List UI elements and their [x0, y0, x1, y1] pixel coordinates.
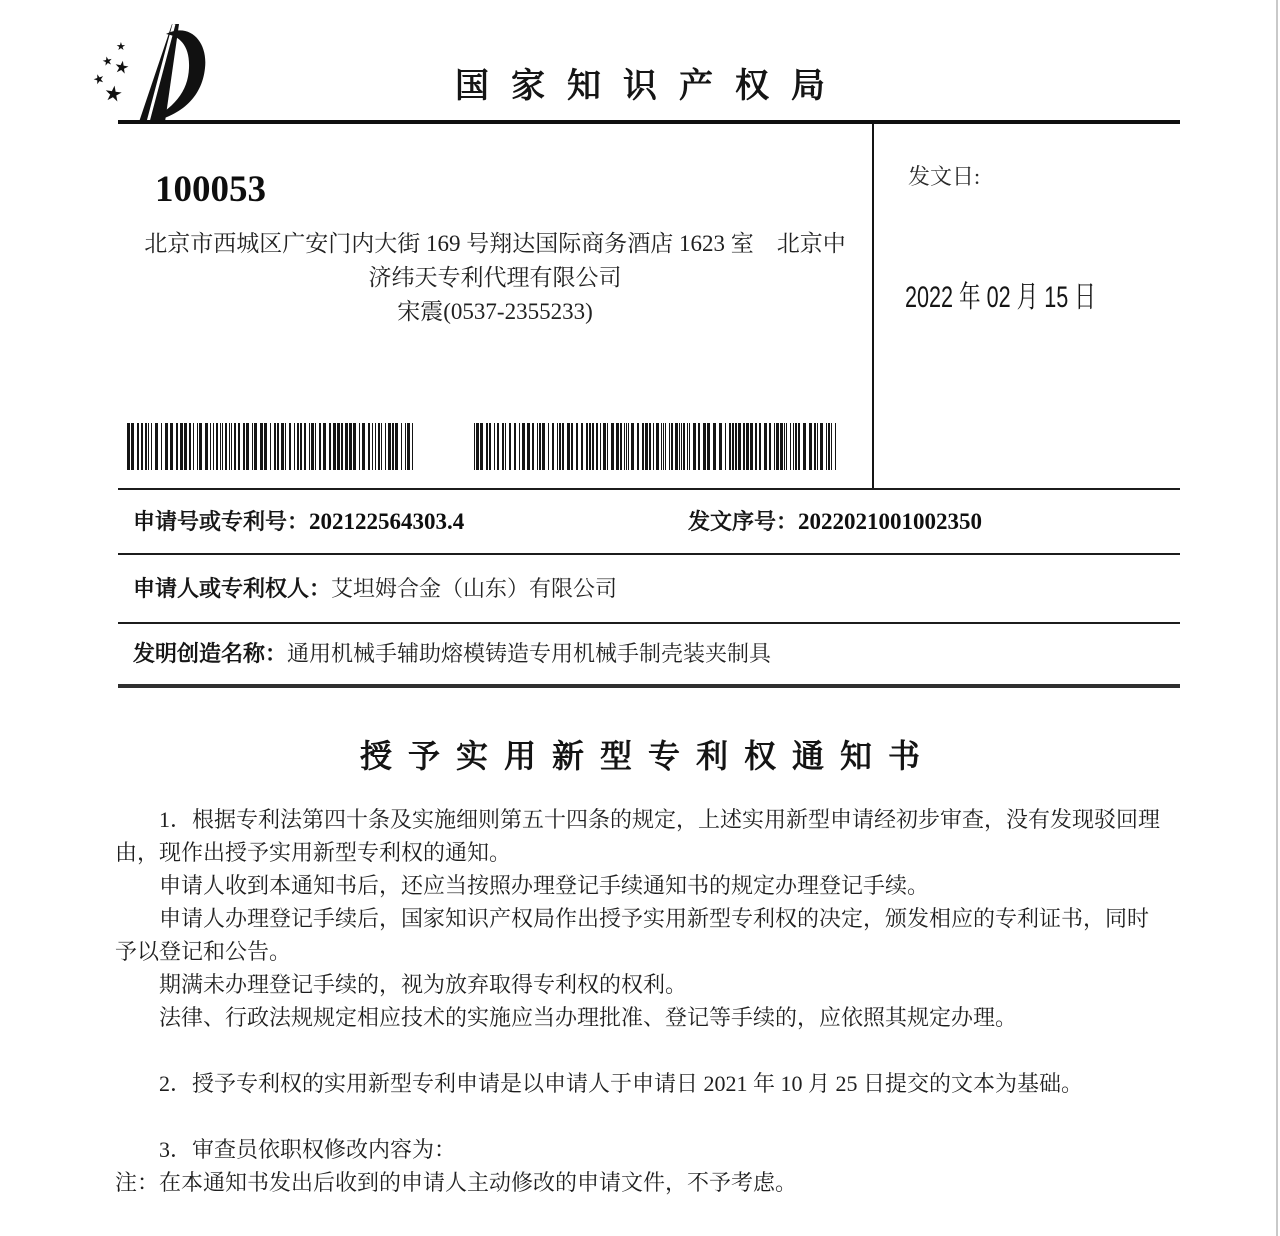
- scan-edge-artifact: [1276, 0, 1278, 1236]
- logo-star-icon: ★: [102, 80, 125, 107]
- application-number-value: 202122564303.4: [309, 509, 465, 534]
- logo-star-icon: ★: [116, 41, 126, 53]
- barcode-bar: [412, 423, 413, 470]
- addressee-row: [118, 124, 1180, 488]
- application-number-field: [133, 490, 464, 556]
- invention-field: [133, 624, 771, 687]
- serial-number-value: 2022021001002350: [798, 509, 983, 534]
- notice-body: [115, 803, 1215, 1199]
- application-number-label: 申请号或专利号：: [133, 509, 310, 534]
- contact-line: 宋震(0537-2355233): [397, 299, 593, 324]
- body-line: 申请人收到本通知书后，还应当按照办理登记手续通知书的规定办理登记手续。: [115, 873, 930, 898]
- numbers-row: [118, 488, 1180, 553]
- invention-name-value: 通用机械手辅助熔模铸造专用机械手制壳装夹制具: [287, 641, 772, 666]
- applicant-label: 申请人或专利权人：: [133, 576, 332, 601]
- applicant-field: [133, 555, 617, 625]
- body-line: [115, 1100, 1215, 1133]
- barcode-left: [127, 423, 413, 470]
- body-line: 1．根据专利法第四十条及实施细则第五十四条的规定，上述实用新型申请经初步审查，没有发现驳回理: [115, 807, 1161, 832]
- logo-star-icon: ★: [90, 69, 107, 88]
- body-line: 3．审查员依职权修改内容为：: [115, 1137, 457, 1162]
- applicant-value: 艾坦姆合金（山东）有限公司: [331, 576, 618, 601]
- barcode-bar: [835, 423, 836, 470]
- serial-number-field: [688, 490, 982, 556]
- invention-name-label: 发明创造名称：: [133, 641, 288, 666]
- body-line: [115, 1034, 1215, 1067]
- notice-head-table: [118, 120, 1180, 688]
- logo-star-icon: ★: [100, 53, 115, 70]
- barcode-right: [474, 423, 836, 470]
- issue-date-cell: [872, 124, 1180, 488]
- addressee-address: [118, 227, 872, 329]
- notice-title: 授予实用新型专利权通知书: [359, 738, 936, 774]
- body-line: 申请人办理登记手续后，国家知识产权局作出授予实用新型专利权的决定，颁发相应的专利证书，同时: [115, 906, 1150, 931]
- body-line: 注：在本通知书发出后收到的申请人主动修改的申请文件，不予考虑。: [115, 1170, 798, 1195]
- body-line: 2．授予专利权的实用新型专利申请是以申请人于申请日 2021 年 10 月 25 日提交的文本为基础。: [115, 1071, 1084, 1096]
- postal-code: 100053: [155, 169, 266, 210]
- address-line: 北京市西城区广安门内大街 169 号翔达国际商务酒店 1623 室 北京中: [144, 231, 846, 256]
- address-line: 济纬天专利代理有限公司: [368, 265, 622, 290]
- body-line: 由，现作出授予实用新型专利权的通知。: [115, 840, 512, 865]
- invention-row: [118, 622, 1180, 688]
- issue-date-value: 2022 年 02 月 15 日: [905, 281, 1096, 314]
- logo-star-icon: ★: [112, 56, 131, 79]
- serial-number-label: 发文序号：: [688, 509, 799, 534]
- applicant-row: [118, 553, 1180, 622]
- agency-title: 国家知识产权局: [455, 67, 847, 105]
- body-line: 予以登记和公告。: [115, 939, 292, 964]
- body-line: 法律、行政法规规定相应技术的实施应当办理批准、登记等手续的，应依照其规定办理。: [115, 1005, 1018, 1030]
- body-line: 期满未办理登记手续的，视为放弃取得专利权的权利。: [115, 972, 688, 997]
- addressee-cell: [118, 124, 872, 488]
- issue-date-label: 发文日:: [908, 164, 981, 189]
